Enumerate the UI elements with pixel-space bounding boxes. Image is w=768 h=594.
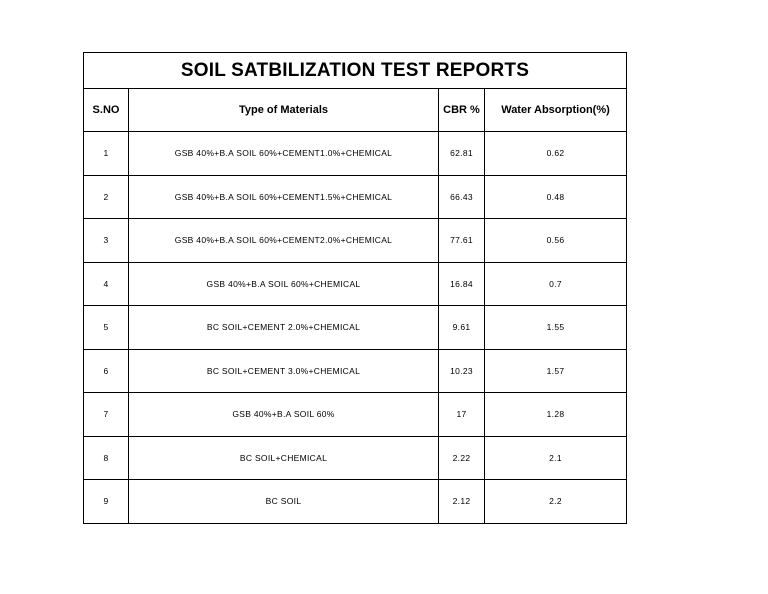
title-row: [84, 53, 627, 89]
report-body: [84, 53, 627, 524]
report-title: SOIL SATBILIZATION TEST REPORTS: [84, 53, 627, 89]
cell-material: BC SOIL+CEMENT 2.0%+CHEMICAL: [129, 306, 439, 350]
header-cbr: CBR %: [439, 89, 485, 132]
cell-material: BC SOIL: [129, 480, 439, 524]
cell-cbr: 2.12: [439, 480, 485, 524]
cell-cbr: 2.22: [439, 436, 485, 480]
cell-sno: 5: [84, 306, 129, 350]
cell-sno: 1: [84, 132, 129, 176]
cell-water-absorption: 0.48: [485, 175, 627, 219]
table-row: [84, 175, 627, 219]
cell-water-absorption: 0.56: [485, 219, 627, 263]
cell-material: BC SOIL+CEMENT 3.0%+CHEMICAL: [129, 349, 439, 393]
cell-cbr: 16.84: [439, 262, 485, 306]
cell-material: GSB 40%+B.A SOIL 60%+CEMENT1.0%+CHEMICAL: [129, 132, 439, 176]
table-row: [84, 262, 627, 306]
cell-water-absorption: 0.7: [485, 262, 627, 306]
cell-sno: 6: [84, 349, 129, 393]
table-row: [84, 349, 627, 393]
cell-water-absorption: 2.2: [485, 480, 627, 524]
header-row: [84, 89, 627, 132]
table-row: [84, 306, 627, 350]
cell-water-absorption: 1.55: [485, 306, 627, 350]
header-materials: Type of Materials: [129, 89, 439, 132]
cell-material: GSB 40%+B.A SOIL 60%+CHEMICAL: [129, 262, 439, 306]
cell-material: GSB 40%+B.A SOIL 60%+CEMENT1.5%+CHEMICAL: [129, 175, 439, 219]
table-row: [84, 480, 627, 524]
cell-water-absorption: 1.28: [485, 393, 627, 437]
cell-cbr: 10.23: [439, 349, 485, 393]
cell-sno: 4: [84, 262, 129, 306]
cell-water-absorption: 0.62: [485, 132, 627, 176]
table-row: [84, 219, 627, 263]
cell-cbr: 9.61: [439, 306, 485, 350]
table-row: [84, 132, 627, 176]
cell-water-absorption: 1.57: [485, 349, 627, 393]
cell-material: GSB 40%+B.A SOIL 60%: [129, 393, 439, 437]
cell-sno: 2: [84, 175, 129, 219]
table-row: [84, 393, 627, 437]
cell-sno: 8: [84, 436, 129, 480]
cell-sno: 3: [84, 219, 129, 263]
header-water-absorption: Water Absorption(%): [485, 89, 627, 132]
soil-stabilization-report-table: [83, 52, 627, 524]
cell-cbr: 77.61: [439, 219, 485, 263]
table-row: [84, 436, 627, 480]
cell-material: GSB 40%+B.A SOIL 60%+CEMENT2.0%+CHEMICAL: [129, 219, 439, 263]
cell-sno: 7: [84, 393, 129, 437]
cell-cbr: 66.43: [439, 175, 485, 219]
cell-water-absorption: 2.1: [485, 436, 627, 480]
header-sno: S.NO: [84, 89, 129, 132]
cell-cbr: 62.81: [439, 132, 485, 176]
cell-sno: 9: [84, 480, 129, 524]
cell-material: BC SOIL+CHEMICAL: [129, 436, 439, 480]
cell-cbr: 17: [439, 393, 485, 437]
